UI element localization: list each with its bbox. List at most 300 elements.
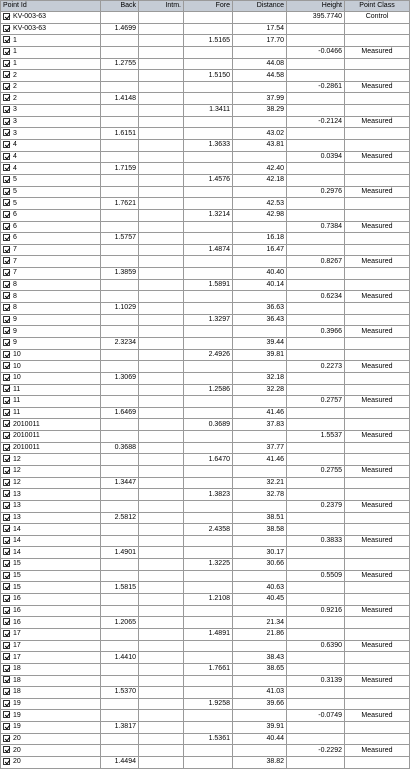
distance-cell[interactable]: [233, 722, 287, 734]
fore-cell[interactable]: [184, 93, 233, 105]
height-cell[interactable]: [287, 419, 345, 431]
table-row[interactable]: [1, 442, 410, 454]
table-row[interactable]: [1, 687, 410, 699]
row-checkbox[interactable]: [3, 60, 10, 67]
table-row[interactable]: [1, 314, 410, 326]
point-class-cell[interactable]: [345, 512, 410, 524]
table-row[interactable]: [1, 326, 410, 338]
row-checkbox[interactable]: [3, 351, 10, 358]
distance-cell[interactable]: [233, 268, 287, 280]
point-class-cell[interactable]: [345, 151, 410, 163]
point-class-cell[interactable]: [345, 535, 410, 547]
row-checkbox[interactable]: [3, 700, 10, 707]
row-checkbox[interactable]: [3, 269, 10, 276]
intm-cell[interactable]: [139, 233, 184, 245]
back-cell[interactable]: [101, 396, 139, 408]
back-cell[interactable]: [101, 559, 139, 571]
point-id-cell[interactable]: [1, 594, 101, 606]
fore-cell[interactable]: [184, 326, 233, 338]
distance-cell[interactable]: [233, 733, 287, 745]
table-row[interactable]: [1, 419, 410, 431]
row-checkbox[interactable]: [3, 211, 10, 218]
table-row[interactable]: [1, 151, 410, 163]
point-class-cell[interactable]: [345, 605, 410, 617]
point-class-cell[interactable]: [345, 209, 410, 221]
height-cell[interactable]: [287, 70, 345, 82]
back-cell[interactable]: [101, 93, 139, 105]
point-id-cell[interactable]: [1, 628, 101, 640]
table-row[interactable]: [1, 396, 410, 408]
table-row[interactable]: [1, 35, 410, 47]
fore-cell[interactable]: [184, 244, 233, 256]
row-checkbox[interactable]: [3, 397, 10, 404]
point-class-cell[interactable]: [345, 186, 410, 198]
fore-cell[interactable]: [184, 582, 233, 594]
intm-cell[interactable]: [139, 617, 184, 629]
height-cell[interactable]: [287, 58, 345, 70]
height-cell[interactable]: [287, 675, 345, 687]
point-id-cell[interactable]: [1, 454, 101, 466]
row-checkbox[interactable]: [3, 525, 10, 532]
intm-cell[interactable]: [139, 209, 184, 221]
back-cell[interactable]: [101, 140, 139, 152]
back-cell[interactable]: [101, 291, 139, 303]
point-class-cell[interactable]: [345, 675, 410, 687]
distance-cell[interactable]: [233, 477, 287, 489]
back-cell[interactable]: [101, 454, 139, 466]
intm-cell[interactable]: [139, 337, 184, 349]
distance-cell[interactable]: [233, 279, 287, 291]
column-header-point-id[interactable]: Point Id: [1, 1, 101, 12]
point-class-cell[interactable]: [345, 582, 410, 594]
fore-cell[interactable]: [184, 722, 233, 734]
height-cell[interactable]: [287, 698, 345, 710]
distance-cell[interactable]: [233, 500, 287, 512]
point-class-cell[interactable]: [345, 93, 410, 105]
point-class-cell[interactable]: [345, 384, 410, 396]
row-checkbox[interactable]: [3, 374, 10, 381]
row-checkbox[interactable]: [3, 444, 10, 451]
fore-cell[interactable]: [184, 640, 233, 652]
back-cell[interactable]: [101, 151, 139, 163]
back-cell[interactable]: [101, 465, 139, 477]
distance-cell[interactable]: [233, 256, 287, 268]
fore-cell[interactable]: [184, 140, 233, 152]
fore-cell[interactable]: [184, 465, 233, 477]
distance-cell[interactable]: [233, 384, 287, 396]
distance-cell[interactable]: [233, 198, 287, 210]
table-row[interactable]: [1, 233, 410, 245]
back-cell[interactable]: [101, 303, 139, 315]
intm-cell[interactable]: [139, 23, 184, 35]
row-checkbox[interactable]: [3, 316, 10, 323]
fore-cell[interactable]: [184, 512, 233, 524]
fore-cell[interactable]: [184, 23, 233, 35]
intm-cell[interactable]: [139, 757, 184, 769]
fore-cell[interactable]: [184, 174, 233, 186]
point-class-cell[interactable]: [345, 640, 410, 652]
fore-cell[interactable]: [184, 652, 233, 664]
point-class-cell[interactable]: [345, 431, 410, 443]
height-cell[interactable]: [287, 198, 345, 210]
fore-cell[interactable]: [184, 663, 233, 675]
back-cell[interactable]: [101, 70, 139, 82]
table-row[interactable]: [1, 128, 410, 140]
point-class-cell[interactable]: [345, 396, 410, 408]
point-class-cell[interactable]: [345, 628, 410, 640]
point-id-cell[interactable]: [1, 256, 101, 268]
point-id-cell[interactable]: [1, 465, 101, 477]
height-cell[interactable]: [287, 477, 345, 489]
table-row[interactable]: [1, 663, 410, 675]
point-id-cell[interactable]: [1, 163, 101, 175]
point-id-cell[interactable]: [1, 477, 101, 489]
point-id-cell[interactable]: [1, 186, 101, 198]
point-id-cell[interactable]: [1, 442, 101, 454]
back-cell[interactable]: [101, 279, 139, 291]
fore-cell[interactable]: [184, 594, 233, 606]
fore-cell[interactable]: [184, 81, 233, 93]
table-row[interactable]: [1, 209, 410, 221]
fore-cell[interactable]: [184, 617, 233, 629]
row-checkbox[interactable]: [3, 153, 10, 160]
fore-cell[interactable]: [184, 279, 233, 291]
table-row[interactable]: [1, 407, 410, 419]
height-cell[interactable]: [287, 559, 345, 571]
fore-cell[interactable]: [184, 489, 233, 501]
table-row[interactable]: [1, 617, 410, 629]
point-class-cell[interactable]: [345, 58, 410, 70]
back-cell[interactable]: [101, 594, 139, 606]
height-cell[interactable]: [287, 337, 345, 349]
point-id-cell[interactable]: [1, 151, 101, 163]
point-class-cell[interactable]: [345, 256, 410, 268]
row-checkbox[interactable]: [3, 758, 10, 765]
distance-cell[interactable]: [233, 698, 287, 710]
distance-cell[interactable]: [233, 23, 287, 35]
point-id-cell[interactable]: [1, 605, 101, 617]
back-cell[interactable]: [101, 35, 139, 47]
point-id-cell[interactable]: [1, 314, 101, 326]
fore-cell[interactable]: [184, 291, 233, 303]
row-checkbox[interactable]: [3, 420, 10, 427]
back-cell[interactable]: [101, 431, 139, 443]
table-row[interactable]: [1, 12, 410, 24]
point-id-cell[interactable]: [1, 372, 101, 384]
intm-cell[interactable]: [139, 640, 184, 652]
distance-cell[interactable]: [233, 524, 287, 536]
table-row[interactable]: [1, 291, 410, 303]
fore-cell[interactable]: [184, 303, 233, 315]
distance-cell[interactable]: [233, 221, 287, 233]
distance-cell[interactable]: [233, 442, 287, 454]
table-row[interactable]: [1, 361, 410, 373]
table-row[interactable]: [1, 198, 410, 210]
height-cell[interactable]: [287, 652, 345, 664]
table-row[interactable]: [1, 465, 410, 477]
fore-cell[interactable]: [184, 163, 233, 175]
table-row[interactable]: [1, 535, 410, 547]
table-row[interactable]: [1, 268, 410, 280]
point-class-cell[interactable]: [345, 524, 410, 536]
intm-cell[interactable]: [139, 547, 184, 559]
row-checkbox[interactable]: [3, 723, 10, 730]
height-cell[interactable]: [287, 35, 345, 47]
distance-cell[interactable]: [233, 396, 287, 408]
intm-cell[interactable]: [139, 70, 184, 82]
row-checkbox[interactable]: [3, 176, 10, 183]
back-cell[interactable]: [101, 372, 139, 384]
back-cell[interactable]: [101, 186, 139, 198]
point-class-cell[interactable]: [345, 407, 410, 419]
height-cell[interactable]: [287, 46, 345, 58]
height-cell[interactable]: [287, 372, 345, 384]
table-row[interactable]: [1, 524, 410, 536]
distance-cell[interactable]: [233, 46, 287, 58]
intm-cell[interactable]: [139, 454, 184, 466]
point-id-cell[interactable]: [1, 431, 101, 443]
back-cell[interactable]: [101, 442, 139, 454]
point-id-cell[interactable]: [1, 209, 101, 221]
point-class-cell[interactable]: [345, 81, 410, 93]
point-id-cell[interactable]: [1, 733, 101, 745]
fore-cell[interactable]: [184, 70, 233, 82]
distance-cell[interactable]: [233, 687, 287, 699]
intm-cell[interactable]: [139, 512, 184, 524]
point-id-cell[interactable]: [1, 128, 101, 140]
back-cell[interactable]: [101, 12, 139, 24]
distance-cell[interactable]: [233, 140, 287, 152]
back-cell[interactable]: [101, 547, 139, 559]
fore-cell[interactable]: [184, 349, 233, 361]
point-id-cell[interactable]: [1, 489, 101, 501]
table-row[interactable]: [1, 710, 410, 722]
distance-cell[interactable]: [233, 465, 287, 477]
distance-cell[interactable]: [233, 547, 287, 559]
point-id-cell[interactable]: [1, 303, 101, 315]
table-row[interactable]: [1, 431, 410, 443]
height-cell[interactable]: [287, 407, 345, 419]
height-cell[interactable]: [287, 710, 345, 722]
intm-cell[interactable]: [139, 279, 184, 291]
height-cell[interactable]: [287, 105, 345, 117]
back-cell[interactable]: [101, 628, 139, 640]
row-checkbox[interactable]: [3, 572, 10, 579]
point-id-cell[interactable]: [1, 722, 101, 734]
distance-cell[interactable]: [233, 291, 287, 303]
height-cell[interactable]: [287, 186, 345, 198]
point-id-cell[interactable]: [1, 698, 101, 710]
point-id-cell[interactable]: [1, 81, 101, 93]
table-row[interactable]: [1, 559, 410, 571]
fore-cell[interactable]: [184, 442, 233, 454]
distance-cell[interactable]: [233, 628, 287, 640]
back-cell[interactable]: [101, 209, 139, 221]
point-class-cell[interactable]: [345, 361, 410, 373]
height-cell[interactable]: [287, 233, 345, 245]
point-class-cell[interactable]: [345, 46, 410, 58]
distance-cell[interactable]: [233, 745, 287, 757]
intm-cell[interactable]: [139, 722, 184, 734]
fore-cell[interactable]: [184, 105, 233, 117]
point-class-cell[interactable]: [345, 291, 410, 303]
point-class-cell[interactable]: [345, 465, 410, 477]
point-id-cell[interactable]: [1, 582, 101, 594]
intm-cell[interactable]: [139, 570, 184, 582]
point-class-cell[interactable]: [345, 547, 410, 559]
distance-cell[interactable]: [233, 314, 287, 326]
row-checkbox[interactable]: [3, 676, 10, 683]
height-cell[interactable]: [287, 314, 345, 326]
row-checkbox[interactable]: [3, 246, 10, 253]
fore-cell[interactable]: [184, 384, 233, 396]
back-cell[interactable]: [101, 570, 139, 582]
intm-cell[interactable]: [139, 163, 184, 175]
row-checkbox[interactable]: [3, 71, 10, 78]
point-id-cell[interactable]: [1, 46, 101, 58]
height-cell[interactable]: [287, 663, 345, 675]
row-checkbox[interactable]: [3, 665, 10, 672]
distance-cell[interactable]: [233, 605, 287, 617]
point-id-cell[interactable]: [1, 349, 101, 361]
row-checkbox[interactable]: [3, 502, 10, 509]
distance-cell[interactable]: [233, 337, 287, 349]
back-cell[interactable]: [101, 244, 139, 256]
intm-cell[interactable]: [139, 582, 184, 594]
row-checkbox[interactable]: [3, 281, 10, 288]
row-checkbox[interactable]: [3, 479, 10, 486]
row-checkbox[interactable]: [3, 735, 10, 742]
back-cell[interactable]: [101, 23, 139, 35]
intm-cell[interactable]: [139, 12, 184, 24]
back-cell[interactable]: [101, 477, 139, 489]
fore-cell[interactable]: [184, 186, 233, 198]
point-class-cell[interactable]: [345, 337, 410, 349]
distance-cell[interactable]: [233, 454, 287, 466]
point-id-cell[interactable]: [1, 291, 101, 303]
column-header-back[interactable]: Back: [101, 1, 139, 12]
back-cell[interactable]: [101, 663, 139, 675]
table-row[interactable]: [1, 594, 410, 606]
back-cell[interactable]: [101, 675, 139, 687]
column-header-distance[interactable]: Distance: [233, 1, 287, 12]
point-id-cell[interactable]: [1, 326, 101, 338]
table-row[interactable]: [1, 279, 410, 291]
intm-cell[interactable]: [139, 698, 184, 710]
row-checkbox[interactable]: [3, 746, 10, 753]
distance-cell[interactable]: [233, 407, 287, 419]
point-class-cell[interactable]: [345, 198, 410, 210]
back-cell[interactable]: [101, 81, 139, 93]
fore-cell[interactable]: [184, 535, 233, 547]
fore-cell[interactable]: [184, 268, 233, 280]
intm-cell[interactable]: [139, 93, 184, 105]
point-id-cell[interactable]: [1, 221, 101, 233]
height-cell[interactable]: [287, 547, 345, 559]
point-id-cell[interactable]: [1, 35, 101, 47]
distance-cell[interactable]: [233, 663, 287, 675]
back-cell[interactable]: [101, 489, 139, 501]
fore-cell[interactable]: [184, 733, 233, 745]
point-class-cell[interactable]: [345, 594, 410, 606]
fore-cell[interactable]: [184, 431, 233, 443]
fore-cell[interactable]: [184, 570, 233, 582]
point-class-cell[interactable]: [345, 174, 410, 186]
intm-cell[interactable]: [139, 116, 184, 128]
fore-cell[interactable]: [184, 314, 233, 326]
point-class-cell[interactable]: [345, 722, 410, 734]
intm-cell[interactable]: [139, 524, 184, 536]
point-id-cell[interactable]: [1, 58, 101, 70]
point-id-cell[interactable]: [1, 116, 101, 128]
height-cell[interactable]: [287, 396, 345, 408]
intm-cell[interactable]: [139, 384, 184, 396]
point-class-cell[interactable]: [345, 23, 410, 35]
intm-cell[interactable]: [139, 431, 184, 443]
distance-cell[interactable]: [233, 174, 287, 186]
row-checkbox[interactable]: [3, 595, 10, 602]
fore-cell[interactable]: [184, 372, 233, 384]
intm-cell[interactable]: [139, 128, 184, 140]
row-checkbox[interactable]: [3, 141, 10, 148]
row-checkbox[interactable]: [3, 164, 10, 171]
height-cell[interactable]: [287, 757, 345, 769]
distance-cell[interactable]: [233, 757, 287, 769]
back-cell[interactable]: [101, 733, 139, 745]
table-row[interactable]: [1, 70, 410, 82]
fore-cell[interactable]: [184, 12, 233, 24]
distance-cell[interactable]: [233, 105, 287, 117]
fore-cell[interactable]: [184, 524, 233, 536]
row-checkbox[interactable]: [3, 199, 10, 206]
distance-cell[interactable]: [233, 512, 287, 524]
point-id-cell[interactable]: [1, 640, 101, 652]
point-id-cell[interactable]: [1, 500, 101, 512]
distance-cell[interactable]: [233, 326, 287, 338]
point-class-cell[interactable]: [345, 128, 410, 140]
intm-cell[interactable]: [139, 46, 184, 58]
table-row[interactable]: [1, 93, 410, 105]
back-cell[interactable]: [101, 163, 139, 175]
intm-cell[interactable]: [139, 733, 184, 745]
intm-cell[interactable]: [139, 594, 184, 606]
intm-cell[interactable]: [139, 186, 184, 198]
row-checkbox[interactable]: [3, 583, 10, 590]
back-cell[interactable]: [101, 198, 139, 210]
intm-cell[interactable]: [139, 652, 184, 664]
point-id-cell[interactable]: [1, 105, 101, 117]
intm-cell[interactable]: [139, 663, 184, 675]
fore-cell[interactable]: [184, 221, 233, 233]
fore-cell[interactable]: [184, 675, 233, 687]
back-cell[interactable]: [101, 745, 139, 757]
point-class-cell[interactable]: [345, 757, 410, 769]
row-checkbox[interactable]: [3, 36, 10, 43]
point-id-cell[interactable]: [1, 710, 101, 722]
row-checkbox[interactable]: [3, 129, 10, 136]
distance-cell[interactable]: [233, 58, 287, 70]
height-cell[interactable]: [287, 442, 345, 454]
intm-cell[interactable]: [139, 58, 184, 70]
point-id-cell[interactable]: [1, 70, 101, 82]
distance-cell[interactable]: [233, 163, 287, 175]
back-cell[interactable]: [101, 268, 139, 280]
back-cell[interactable]: [101, 337, 139, 349]
height-cell[interactable]: [287, 326, 345, 338]
height-cell[interactable]: [287, 640, 345, 652]
distance-cell[interactable]: [233, 186, 287, 198]
height-cell[interactable]: [287, 221, 345, 233]
